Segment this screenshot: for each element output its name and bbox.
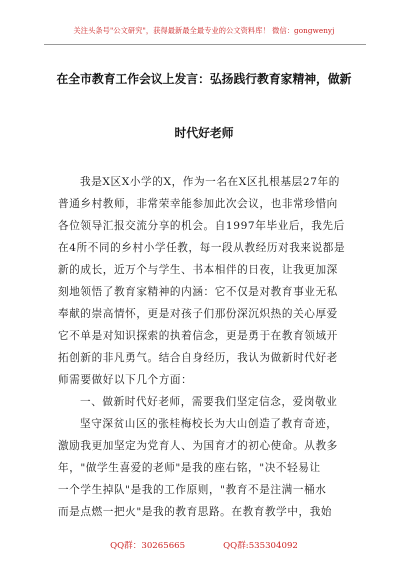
footer-qq-group-1: QQ群：30265665: [110, 541, 186, 551]
body-line: 普通乡村教师，非常荣幸能参加此次会议，也非常珍惜向: [58, 198, 338, 210]
body-line: 在4所不同的乡村小学任教，每一段从教经历对我来说都是: [58, 242, 346, 254]
body-line: 新的成长，近万个与学生、书本相伴的日夜，让我更加深: [58, 264, 338, 276]
header-note: 关注头条号"公文研究"，获得最新最全最专业的公文资料库！ 微信：gongwenyj: [73, 26, 335, 35]
body-line: 刻地领悟了教育家精神的内涵：它不仅是对教育事业无私: [58, 286, 338, 298]
footer-qq-group-2: QQ群:535304092: [223, 541, 298, 551]
body-line: 坚守深贫山区的张桂梅校长为大山创造了教育奇迹，: [80, 418, 338, 430]
body-line: 它不单是对知识探索的执着信念，更是勇于在教育领域开: [58, 330, 338, 342]
body-line: 我是X区X小学的X，作为一名在X区扎根基层27年的: [80, 176, 340, 188]
document-title-line-1: 在全市教育工作会议上发言：弘扬践行教育家精神，做新: [56, 72, 352, 86]
section-heading: 一、做新时代好老师，需要我们坚定信念，爱岗敬业: [80, 396, 338, 408]
body-line: 一个学生掉队"是我的工作原则，"教育不是注满一桶水: [58, 484, 327, 496]
body-line: 激励我更加坚定为党育人、为国育才的初心使命。从教多: [58, 440, 338, 452]
body-line: 各位领导汇报交流分享的机会。自1997年毕业后，我先后: [58, 220, 345, 232]
body-line: 而是点燃一把火"是我的教育思路。在教育教学中，我始: [58, 506, 333, 518]
footer-contact: [0, 539, 408, 551]
body-line: 师需要做好以下几个方面：: [58, 374, 193, 386]
body-line: 年，"做学生喜爱的老师"是我的座右铭，"决不轻易让: [58, 462, 321, 474]
body-line: 拓创新的非凡勇气。结合自身经历，我认为做新时代好老: [58, 352, 338, 364]
body-line: 奉献的崇高情怀，更是对孩子们那份深沉炽热的关心厚爱: [58, 308, 338, 320]
header-divider: [44, 44, 366, 45]
document-title-line-2: 时代好老师: [174, 126, 234, 140]
